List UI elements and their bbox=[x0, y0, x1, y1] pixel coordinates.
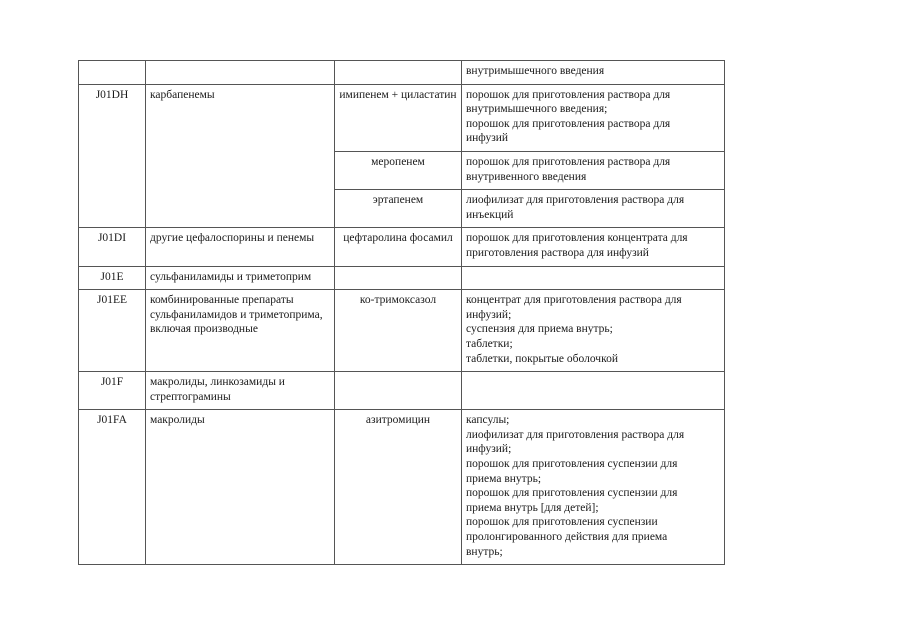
dosage-form-line: внутримышечного введения bbox=[466, 65, 605, 77]
inn-cell bbox=[335, 266, 462, 290]
dosage-form-cell bbox=[462, 410, 725, 565]
table-row bbox=[79, 372, 725, 410]
atc-code-cell: J01DI bbox=[79, 228, 146, 266]
dosage-form-line: концентрат для приготовления раствора для bbox=[466, 294, 682, 307]
dosage-form-line: порошок для приготовления раствора для bbox=[466, 155, 671, 168]
inn-cell: меропенем bbox=[335, 151, 462, 189]
dosage-form-line: внутривенного введения bbox=[466, 170, 587, 183]
table-row bbox=[79, 410, 725, 565]
inn-cell bbox=[335, 61, 462, 85]
inn-cell: ко-тримоксазол bbox=[335, 290, 462, 372]
dosage-form-line: порошок для приготовления суспензии для bbox=[466, 487, 678, 500]
dosage-form-line: порошок для приготовления раствора для bbox=[466, 88, 671, 101]
dosage-form-line: лиофилизат для приготовления раствора для bbox=[466, 194, 685, 207]
group-cell: карбапенемы bbox=[146, 84, 335, 228]
dosage-form-line: приема внутрь; bbox=[466, 472, 542, 485]
table-row bbox=[79, 290, 725, 372]
inn-cell bbox=[335, 372, 462, 410]
dosage-form-cell bbox=[462, 84, 725, 151]
atc-code-cell: J01F bbox=[79, 372, 146, 410]
dosage-form-line: лиофилизат для приготовления раствора для bbox=[466, 428, 685, 441]
table-row bbox=[79, 84, 725, 151]
atc-code-cell: J01EE bbox=[79, 290, 146, 372]
dosage-form-line: инфузий; bbox=[466, 443, 512, 456]
dosage-form-cell bbox=[462, 372, 725, 410]
group-cell bbox=[146, 61, 335, 85]
dosage-form-cell bbox=[462, 266, 725, 290]
dosage-form-line: приготовления раствора для инфузий bbox=[466, 246, 649, 259]
atc-code-cell: J01FA bbox=[79, 410, 146, 565]
group-cell: макролиды bbox=[146, 410, 335, 565]
inn-cell: эртапенем bbox=[335, 190, 462, 228]
dosage-form-line: внутримышечного введения; bbox=[466, 103, 608, 116]
inn-cell: имипенем + циластатин bbox=[335, 84, 462, 151]
group-cell: другие цефалоспорины и пенемы bbox=[146, 228, 335, 266]
dosage-form-line: пролонгированного действия для приема bbox=[466, 531, 668, 544]
dosage-form-line: порошок для приготовления раствора для bbox=[466, 117, 671, 130]
dosage-form-line: суспензия для приема внутрь; bbox=[466, 323, 613, 336]
dosage-form-cell bbox=[462, 151, 725, 189]
table-row bbox=[79, 228, 725, 266]
group-cell: макролиды, линкозамиды и стрептограмины bbox=[146, 372, 335, 410]
table-row bbox=[79, 266, 725, 290]
dosage-form-line: внутрь; bbox=[466, 545, 503, 558]
dosage-form-line: инфузий; bbox=[466, 308, 512, 321]
dosage-form-line: капсулы; bbox=[466, 414, 510, 427]
group-cell: сульфаниламиды и триметоприм bbox=[146, 266, 335, 290]
dosage-form-line: таблетки, покрытые оболочкой bbox=[466, 352, 618, 365]
dosage-form-line: инъекций bbox=[466, 208, 514, 221]
atc-code-cell bbox=[79, 61, 146, 85]
inn-cell: цефтаролина фосамил bbox=[335, 228, 462, 266]
dosage-form-line: порошок для приготовления концентрата для bbox=[466, 232, 688, 245]
inn-cell: азитромицин bbox=[335, 410, 462, 565]
table-row bbox=[79, 61, 725, 85]
dosage-form-line: порошок для приготовления суспензии bbox=[466, 516, 658, 529]
dosage-form-cell bbox=[462, 190, 725, 228]
group-cell: комбинированные препараты сульфаниламидов и триметоприма, включая производные bbox=[146, 290, 335, 372]
dosage-form-line: инфузий bbox=[466, 132, 509, 145]
dosage-form-cell bbox=[462, 61, 725, 85]
dosage-form-cell bbox=[462, 228, 725, 266]
dosage-form-line: приема внутрь [для детей]; bbox=[466, 501, 599, 514]
atc-code-cell: J01DH bbox=[79, 84, 146, 228]
drug-classification-table bbox=[78, 60, 725, 565]
atc-code-cell: J01E bbox=[79, 266, 146, 290]
dosage-form-line: таблетки; bbox=[466, 337, 513, 350]
dosage-form-line: порошок для приготовления суспензии для bbox=[466, 458, 678, 471]
dosage-form-cell bbox=[462, 290, 725, 372]
